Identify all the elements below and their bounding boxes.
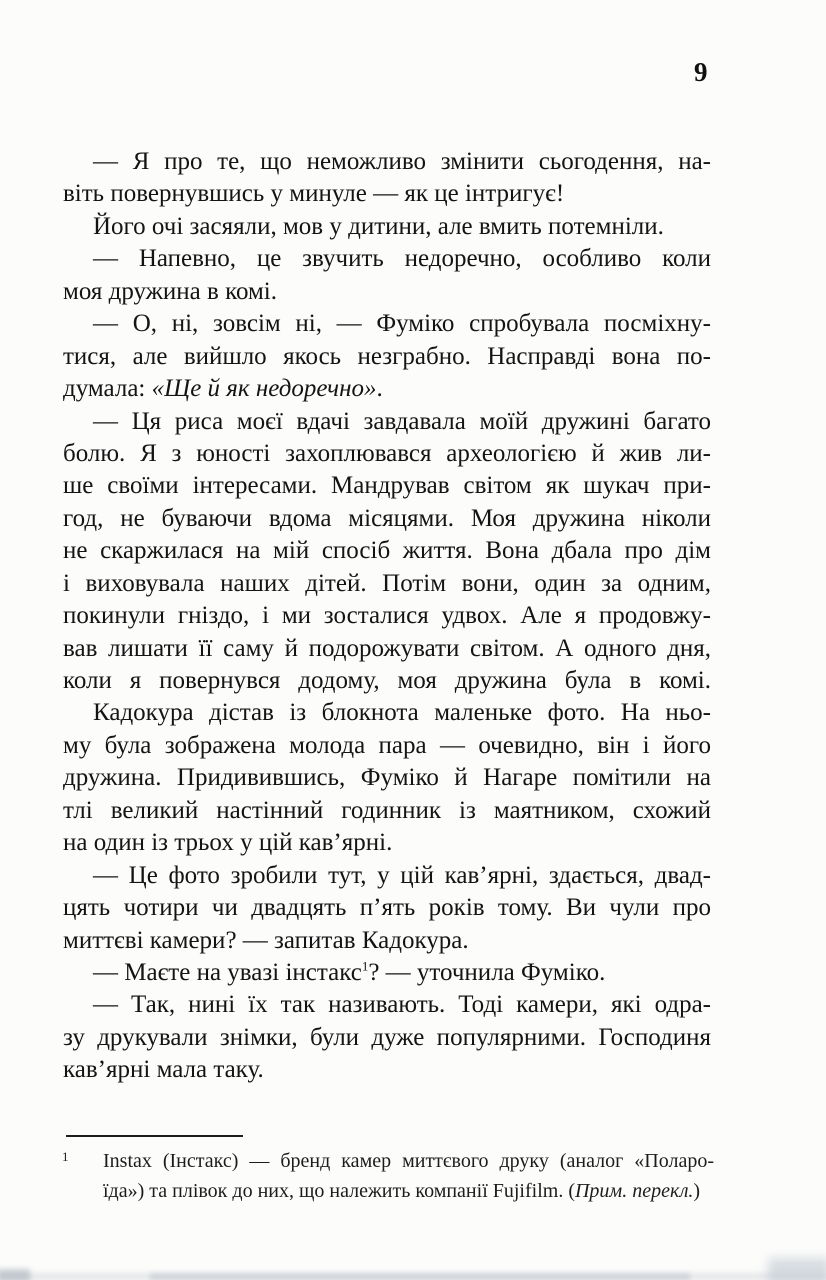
text-line — [63, 989, 711, 1021]
text-line — [63, 892, 711, 924]
text-segment: му була зображена молода пара — очевидно, він і його — [63, 731, 711, 759]
scan-artifact-bottom-right-corner — [768, 1258, 826, 1280]
text-segment: — Я про те, що неможливо змінити сьогодення, на- — [93, 148, 711, 175]
text-segment: не скаржилася на мій спосіб життя. Вона дбала про дім — [63, 537, 711, 565]
text-segment: — Це фото зробили тут, у цій кав’ярні, здається, двад- — [93, 861, 711, 889]
text-segment: цять чотири чи двадцять п’ять років тому. Ви чули про — [63, 894, 711, 922]
text-line — [63, 276, 711, 308]
text-line — [63, 633, 711, 665]
text-segment: ? — уточнила Фуміко. — [368, 958, 606, 986]
text-line — [63, 1054, 711, 1086]
text-segment: їда») та плівок до них, що належить компанії Fujifilm. ( — [103, 1179, 575, 1202]
text-segment: дружина. Придивившись, Фуміко й Нагаре помітили на — [63, 764, 711, 792]
text-line — [103, 1147, 714, 1177]
text-line — [63, 178, 711, 210]
text-line — [63, 925, 711, 957]
text-segment: год, не буваючи вдома місяцями. Моя дружина ніколи — [63, 504, 711, 532]
text-segment: ше своїми інтересами. Мандрував світом як шукач при- — [63, 472, 711, 500]
text-line — [63, 373, 711, 405]
text-segment: — Так, нині їх так називають. Тоді камери, які одра- — [93, 991, 711, 1019]
page-number: 9 — [694, 57, 708, 87]
text-line — [63, 243, 711, 275]
body-text — [63, 146, 711, 1087]
text-line — [63, 535, 711, 567]
footnote-text — [103, 1147, 714, 1206]
text-line — [63, 665, 711, 697]
text-line — [63, 406, 711, 438]
text-segment: покинули гніздо, і ми зосталися удвох. Але я продовжу- — [63, 602, 711, 630]
text-line — [63, 470, 711, 502]
text-segment: Прим. перекл. — [574, 1179, 694, 1202]
text-segment: думала: — [63, 375, 152, 403]
text-line — [63, 503, 711, 535]
text-line — [63, 211, 711, 243]
text-segment: і виховувала наших дітей. Потім вони, один за одним, — [63, 569, 711, 597]
text-segment: — Ця риса моєї вдачі завдавала моїй дружині багато — [93, 407, 711, 435]
text-segment: миттєві камери? — запитав Кадокура. — [63, 926, 469, 954]
text-segment: — Напевно, це звучить недоречно, особливо коли — [93, 245, 711, 273]
text-line — [63, 308, 711, 340]
scan-artifact-bottom-middle — [150, 1273, 690, 1280]
text-line — [63, 762, 711, 794]
text-line — [63, 697, 711, 729]
text-segment: — Маєте на увазі інстакс — [93, 958, 362, 986]
text-segment: — О, ні, зовсім ні, — Фуміко спробувала посміхну- — [93, 310, 711, 338]
text-line — [63, 146, 711, 178]
text-line — [63, 795, 711, 827]
text-line — [103, 1177, 714, 1207]
footnote-marker: 1 — [62, 1149, 69, 1164]
text-segment: коли я повернувся додому, моя дружина була в комі. — [63, 667, 711, 694]
text-segment: «Ще й як недоречно» — [151, 375, 377, 403]
footnote-separator-rule — [66, 1135, 243, 1137]
text-line — [63, 568, 711, 600]
text-segment: зу друкували знімки, були дуже популярними. Господиня — [63, 1023, 711, 1051]
text-segment: . — [376, 375, 383, 403]
text-segment: ) — [693, 1179, 701, 1202]
text-line — [63, 827, 711, 859]
text-segment: моя дружина в комі. — [63, 277, 278, 305]
text-segment: тися, але вийшло якось незграбно. Насправді вона по- — [63, 342, 711, 370]
text-line — [63, 957, 711, 989]
text-line — [63, 730, 711, 762]
text-line — [63, 1022, 711, 1054]
text-segment: на один із трьох у цій кав’ярні. — [63, 829, 393, 857]
text-line — [63, 438, 711, 470]
text-segment: болю. Я з юності захоплювався археологією й жив ли- — [63, 439, 711, 467]
text-line — [63, 600, 711, 632]
footnote-reference: 1 — [361, 958, 369, 974]
text-segment: віть повернувшись у минуле — як це інтригує! — [63, 180, 565, 208]
text-line — [63, 341, 711, 373]
text-segment: кав’ярні мала таку. — [63, 1056, 264, 1084]
scan-artifact-bottom-strip — [0, 1273, 826, 1280]
text-segment: вав лишати її саму й подорожувати світом. А одного дня, — [63, 634, 711, 662]
text-segment: тлі великий настінний годинник із маятником, схожий — [63, 796, 711, 824]
text-segment: Його очі засяяли, мов у дитини, але вмить потемніли. — [93, 212, 664, 240]
text-segment: Кадокура дістав із блокнота маленьке фото. На ньо- — [93, 699, 711, 727]
text-segment: Instax (Інстакс) — бренд камер миттєвого друку (аналог «Поларо- — [103, 1150, 714, 1172]
text-line — [63, 860, 711, 892]
scan-artifact-bottom-left — [0, 1269, 30, 1280]
